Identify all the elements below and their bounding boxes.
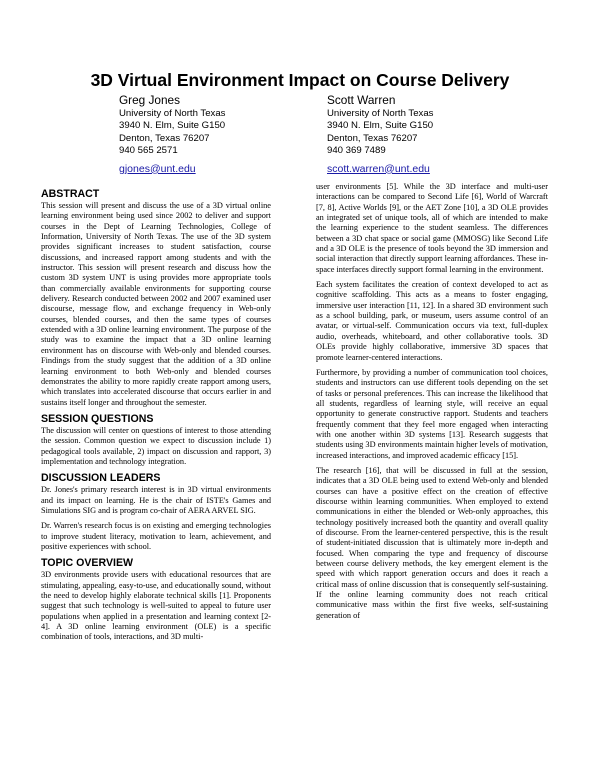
author-block-warren — [327, 93, 433, 176]
body-paragraph-3: Furthermore, by providing a number of communication tool choices, students and instructors can use different tools depending on the set of tasks or personal preferences. This can increase the likelihood that all students, regardless of learning style, will receive an equal opportunity to generate constructive rapport. Students and teachers frequently comment that they feel more engaged when interacting with one another within 3D systems [13]. Research suggests that students using 3D environments maintain higher levels of motivation, increased interactions, and improved academic efficacy [15]. — [316, 367, 548, 460]
topic-overview-heading: TOPIC OVERVIEW — [41, 557, 134, 570]
author-phone: 940 369 7489 — [327, 145, 386, 157]
author-address: 3940 N. Elm, Suite G150 — [119, 120, 226, 132]
author-address: 3940 N. Elm, Suite G150 — [327, 120, 434, 132]
author-name: Greg Jones — [119, 93, 180, 107]
topic-overview-text: 3D environments provide users with educational resources that are stimulating, appealing, easy-to-use, and educationally sound, without the need to develop highly elaborate technical skills [1]. Proponents suggest that such technology is well-suited to appeal to future user populations when applied in a presentation and learning context [2-4]. A 3D online learning environment (OLE) is a specific combination of tools, interactions, and 3D multi- — [41, 570, 271, 642]
discussion-leaders-heading: DISCUSSION LEADERS — [41, 472, 161, 485]
session-questions-heading: SESSION QUESTIONS — [41, 412, 154, 425]
paper-title: 3D Virtual Environment Impact on Course Delivery — [90, 70, 510, 90]
abstract-text: This session will present and discuss the use of a 3D virtual online learning environment being used since 2002 to deliver and support courses in the Dept of Learning Technologies, College of Information, University of North Texas. The use of the 3D system provides significant increases to student satisfaction, course discussions, and increased rapport among students and with the instructor. This session will present research and discuss how the custom 3D system UNT is using provides more appropriate tools than commercially available environments for supporting course delivery. Research conducted between 2002 and 2007 examined user discourse, message flow, and exchange frequency in Web-only courses, blended courses, and then the same types of courses extended with a 3D online learning environment. The purpose of the study was to examine the impact that a 3D online learning environment has on discourse with Web-only and blended courses. Findings from the study suggest that the addition of a 3D online learning environment to both Web-only and blended courses demonstrates the ability to more rapidly create rapport among users, which translates into accelerated discourse that occurs earlier in and sustains itself longer and throughout the semester. — [41, 201, 271, 407]
abstract-heading: ABSTRACT — [41, 188, 100, 200]
author-affiliation: University of North Texas — [327, 108, 434, 119]
right-column — [316, 182, 548, 621]
author-phone: 940 565 2571 — [119, 145, 178, 157]
body-paragraph-2: Each system facilitates the creation of context developed to act as cognitive scaffolding. This acts as a means to foster engaging, immersive user interaction [11, 12]. In a shared 3D environment such as a school building, park, or museum, users assume control of an avatar, or virtual-self. Communication occurs via text, full-duplex audio, overheads, whiteboard, and other collaborative tools. 3D OLEs provide highly collaborative, immersive 3D spaces that promote learner-centered interactions. — [316, 280, 548, 362]
session-questions-text: The discussion will center on questions of interest to those attending the session. Common question we expect to discussion include 1) pedagogical tools available, 2) impact on discussion and rapport, 3) implementation and technology integration. — [41, 425, 271, 466]
body-paragraph-1: user environments [5]. While the 3D interface and multi-user interactions can be compared to Second Life [6], World of Warcraft [7, 8], Active Worlds [9], or the AET Zone [10], a 3D OLE provides an integrated set of unique tools, all of which are intended to make the learning experience to the student seamless. The differences between a 3D chat space or social game (MMOSG) like Second Life and a 3D OLE is the presence of tools beyond the 3D immersion and social interaction that directly support learning affordances. These in-space interfaces directly support formal learning in the environment. — [316, 182, 548, 274]
discussion-leaders-paragraph-2: Dr. Warren's research focus is on existing and emerging technologies to improve student literacy, motivation to learn, achievement, and positive experiences with school. — [41, 521, 271, 551]
author-block-jones — [119, 93, 225, 176]
body-paragraph-4: The research [16], that will be discussed in full at the session, indicates that a 3D OLE being used to extend Web-only and blended courses can have a positive effect on the creation of effective discourse within learning communities. When employed to extend communications in either the blended or Web-only approaches, this technology positively increased both the quantity and overall quality of discourse. From the learner-centered perspective, this is the result of student-initiated discussion that is ultimately more in-depth and focused. When comparing the type and frequency of discourse between course delivery methods, the key emergent element is the speed with which rapport generation occurs and does it reach a critical mass of online discussion that is consequently self-sustaining. If the online learning community does not reach critical communicative mass within the first five weeks, self-sustaining generation of — [316, 465, 548, 620]
author-affiliation: University of North Texas — [119, 108, 226, 119]
left-column — [41, 188, 271, 643]
author-email-link[interactable]: scott.warren@unt.edu — [327, 162, 430, 175]
author-email-link[interactable]: gjones@unt.edu — [119, 162, 196, 175]
author-city: Denton, Texas 76207 — [119, 132, 210, 144]
author-name: Scott Warren — [327, 93, 396, 107]
discussion-leaders-paragraph-1: Dr. Jones's primary research interest is in 3D virtual environments and its impact on learning. He is the chair of ISTE's Games and Simulations SIG and is program co-chair of AERA ARVEL SIG. — [41, 485, 271, 515]
author-city: Denton, Texas 76207 — [327, 132, 418, 144]
